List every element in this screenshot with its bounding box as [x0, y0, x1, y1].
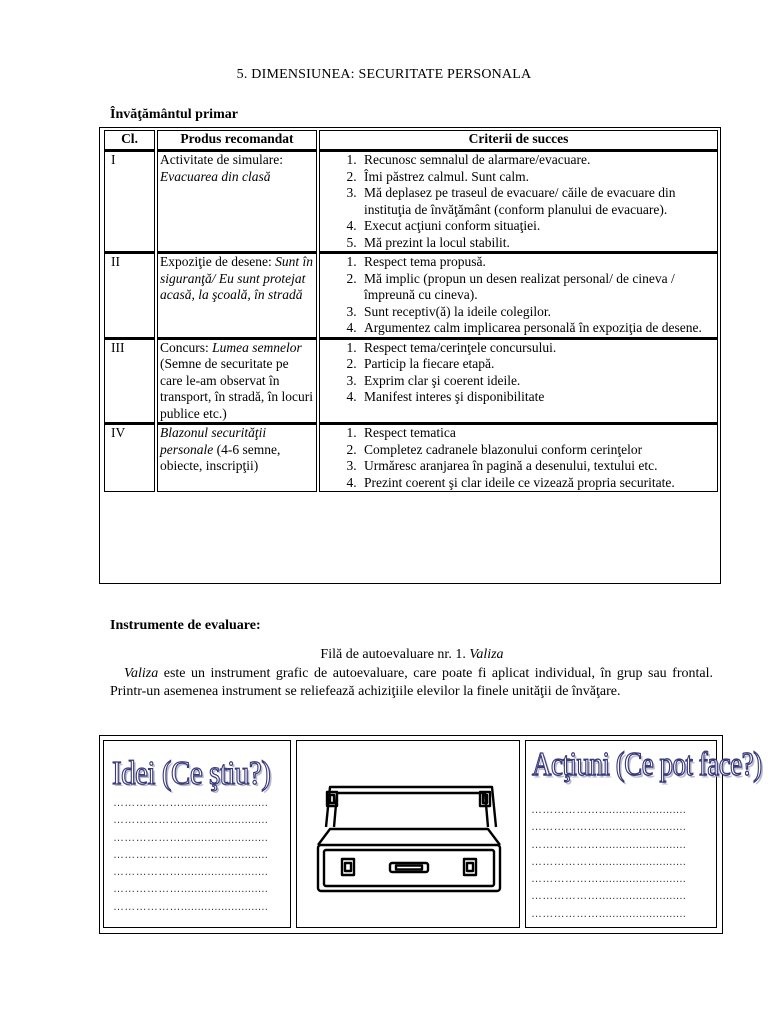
actions-panel [525, 740, 762, 928]
criteria-list [322, 254, 715, 337]
criteria-item: 3. Mă deplasez pe traseul de evacuare/ căile de evacuare din instituţia de învăţământ (conform planului de evacuare). [360, 185, 715, 218]
product-cell [157, 150, 317, 252]
instruments-heading: Instrumente de evaluare: [110, 618, 261, 633]
table-row [104, 150, 718, 252]
dotted-line[interactable]: ……………….......................... [531, 821, 687, 834]
product-cell [157, 338, 317, 424]
criteria-item: 1. Recunosc semnalul de alarmare/evacuare. [360, 152, 715, 169]
paragraph-rest: este un instrument grafic de autoevaluare, care poate fi aplicat individual, în grup sau frontal. Printr-un asemenea instrument se reliefează achiziţiile elevilor la finele unităţii de învăţare. [110, 666, 713, 699]
criteria-item: 1. Respect tema propusă. [360, 254, 715, 271]
criteria-table [102, 130, 720, 492]
suitcase-worksheet [99, 735, 762, 934]
criteria-item: 3. Exprim clar şi coerent ideile. [360, 373, 715, 390]
table-row [104, 338, 718, 424]
actions-title: Acţiuni (Ce pot face?) [532, 745, 762, 783]
dotted-line[interactable]: ……………….......................... [531, 804, 687, 816]
header-produs: Produs recomandat [157, 130, 317, 150]
product-tail-text: (Semne de securitate pe care le-am observat în transport, în stradă, în locuri publice etc.) [160, 356, 313, 421]
criteria-item: 3. Urmăresc aranjarea în pagină a desenului, textului etc. [360, 458, 715, 475]
criteria-cell [319, 252, 718, 338]
dotted-line[interactable]: ……………….......................... [531, 838, 687, 851]
ideas-panel [103, 740, 291, 928]
description-paragraph [110, 665, 713, 701]
criteria-list [322, 340, 715, 406]
criteria-item: 4. Prezint coerent şi clar ideile ce vizează propria securitate. [360, 475, 715, 492]
ideas-dotted-lines [113, 795, 268, 916]
criteria-item: 1. Respect tematica [360, 425, 715, 442]
criteria-item: 5. Mă prezint la locul stabilit. [360, 235, 715, 252]
worksheet-title [0, 647, 768, 663]
product-italic-text: Evacuarea din clasă [160, 168, 271, 184]
section-heading: Învăţământul primar [110, 107, 238, 122]
criteria-item: 1. Respect tema/cerinţele concursului. [360, 340, 715, 357]
criteria-item: 3. Sunt receptiv(ă) la ideile colegilor. [360, 304, 715, 321]
dotted-line[interactable]: ……………….......................... [113, 900, 269, 913]
table-row [104, 252, 718, 338]
criteria-cell [319, 423, 718, 492]
dotted-line[interactable]: ……………….......................... [113, 831, 269, 844]
worksheet-title-italic: Valiza [469, 647, 504, 662]
criteria-cell [319, 150, 718, 252]
dotted-line[interactable]: ……………….......................... [531, 855, 687, 868]
product-italic-text: Sunt în siguranţă/ Eu sunt protejat acasă, la şcoală, în stradă [160, 254, 313, 302]
paragraph-italic: Valiza [124, 666, 159, 681]
class-level-cell: IV [104, 423, 155, 492]
product-italic-text: Lumea semnelor [212, 339, 302, 355]
product-plain-text: Expoziţie de desene: [160, 254, 272, 269]
criteria-item: 2. Mă implic (propun un desen realizat personal/ de cineva / împreună cu cineva). [360, 271, 715, 304]
suitcase-panel [296, 740, 520, 928]
criteria-item: 4. Manifest interes şi disponibilitate [360, 389, 715, 406]
open-suitcase-icon [316, 779, 502, 897]
class-level-cell: III [104, 338, 155, 424]
product-cell [157, 252, 317, 338]
criteria-item: 2. Completez cadranele blazonului conform cerinţelor [360, 442, 715, 459]
product-plain-text: Concurs: [160, 339, 209, 355]
class-level-cell: II [104, 252, 155, 338]
dotted-line[interactable]: ……………….......................... [531, 890, 687, 903]
criteria-list [322, 425, 715, 491]
dotted-line[interactable]: ……………….......................... [531, 907, 687, 920]
dotted-line[interactable]: ……………….......................... [113, 848, 269, 861]
table-row [104, 423, 718, 492]
dotted-line[interactable]: ……………….......................... [531, 873, 687, 886]
header-criterii: Criterii de succes [319, 130, 718, 150]
ideas-title: Idei (Ce ştiu?) [112, 755, 271, 792]
dotted-line[interactable]: ……………….......................... [113, 814, 269, 827]
product-cell [157, 423, 317, 492]
product-tail-text: (4-6 semne, obiecte, inscripţii) [160, 441, 281, 473]
class-level-cell: I [104, 150, 155, 252]
worksheet-title-plain: Filă de autoevaluare nr. 1. [320, 647, 466, 662]
criteria-table-frame [99, 127, 721, 584]
dotted-line[interactable]: ……………….......................... [113, 797, 269, 809]
page-title: 5. DIMENSIUNEA: SECURITATE PERSONALA [236, 67, 532, 82]
criteria-list [322, 152, 715, 251]
criteria-item: 4. Argumentez calm implicarea personală în expoziţia de desene. [360, 320, 715, 337]
dotted-line[interactable]: ……………….......................... [113, 866, 269, 879]
criteria-item: 2. Îmi păstrez calmul. Sunt calm. [360, 169, 715, 186]
dotted-line[interactable]: ……………….......................... [113, 883, 269, 896]
product-italic-text: Blazonul securităţii personale [160, 425, 267, 457]
criteria-item: 2. Particip la fiecare etapă. [360, 356, 715, 373]
criteria-cell [319, 338, 718, 424]
header-cl: Cl. [104, 130, 155, 150]
actions-dotted-lines [531, 802, 686, 923]
criteria-item: 4. Execut acţiuni conform situaţiei. [360, 218, 715, 235]
product-plain-text: Activitate de simulare: [160, 152, 283, 167]
